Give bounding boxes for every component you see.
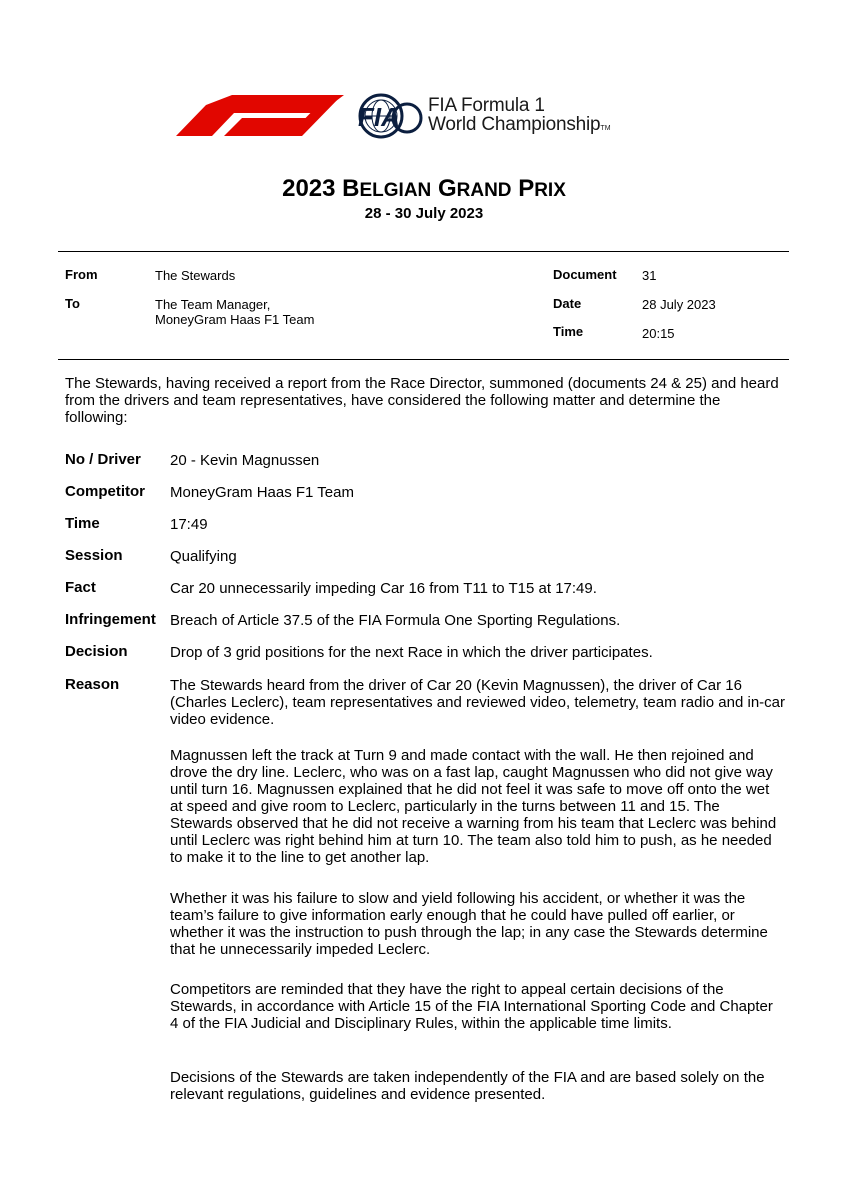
decision-label: Decision: [65, 643, 128, 660]
driver-value: 20 - Kevin Magnussen: [170, 452, 320, 469]
f1-logo: [176, 92, 344, 138]
to-value-line-2: MoneyGram Haas F1 Team: [155, 312, 315, 327]
competitor-label: Competitor: [65, 483, 145, 500]
event-title: 2023 BELGIAN GRAND PRIX: [282, 175, 566, 202]
trademark-mark: TM: [600, 125, 611, 132]
intro-paragraph: The Stewards, having received a report from the Race Director, summoned (documents 24 & 25) and heard from the drivers and team representatives, have considered the following matter and determine the following:: [65, 375, 779, 426]
session-label: Session: [65, 547, 123, 564]
reason-label: Reason: [65, 676, 120, 693]
time-label: Time: [553, 324, 584, 339]
brand-wordmark: [428, 96, 611, 138]
competitor-value: MoneyGram Haas F1 Team: [170, 484, 354, 501]
appeal-notice: Competitors are reminded that they have the right to appeal certain decisions of the Stewards, in accordance with Article 15 of the FIA International Sporting Code and Chapter 4 of the FIA Judicial and Disciplinary Rules, within the applicable time limits.: [170, 981, 773, 1032]
reason-paragraph-3: Whether it was his failure to slow and yield following his accident, or whether it was the team’s failure to give information early enough that he could have pulled off earlier, or whether it was the instruction to push through the lap; in any case the Stewards determine that he unnecessarily impeded Leclerc.: [170, 890, 768, 958]
reason-paragraph-1: The Stewards heard from the driver of Car 20 (Kevin Magnussen), the driver of Car 16 (Charles Leclerc), team representatives and reviewed video, telemetry, team radio and in-car video evidence.: [170, 677, 785, 728]
decision-value: Drop of 3 grid positions for the next Race in which the driver participates.: [170, 644, 653, 661]
incident-time-label: Time: [65, 515, 100, 532]
independence-notice: Decisions of the Stewards are taken independently of the FIA and are based solely on the relevant regulations, guidelines and evidence presented.: [170, 1069, 765, 1103]
date-value: 28 July 2023: [642, 297, 716, 312]
brand-line-2: World ChampionshipTM: [428, 114, 611, 135]
fact-label: Fact: [65, 579, 96, 596]
top-divider: [58, 251, 789, 252]
driver-label: No / Driver: [65, 451, 141, 468]
fia-logo-text: FIA: [358, 102, 400, 132]
infringement-value: Breach of Article 37.5 of the FIA Formula One Sporting Regulations.: [170, 612, 621, 629]
session-value: Qualifying: [170, 548, 237, 565]
to-label: To: [65, 296, 80, 311]
from-label: From: [65, 267, 98, 282]
date-label: Date: [553, 296, 582, 311]
fia-logo: [349, 92, 423, 140]
event-dates: 28 - 30 July 2023: [364, 205, 484, 222]
from-value: The Stewards: [155, 268, 236, 283]
incident-time-value: 17:49: [170, 516, 208, 533]
to-value-line-1: The Team Manager,: [155, 297, 271, 312]
document-value: 31: [642, 268, 657, 283]
document-label: Document: [553, 267, 617, 282]
time-value: 20:15: [642, 326, 675, 341]
bottom-divider: [58, 359, 789, 360]
infringement-label: Infringement: [65, 611, 156, 628]
reason-paragraph-2: Magnussen left the track at Turn 9 and made contact with the wall. He then rejoined and drove the dry line. Leclerc, who was on a fast lap, caught Magnussen who did not give way until turn 16. Magnussen explained that he did not feel it was safe to move off onto the wet at speed and give room to Leclerc, particularly in the turns between 11 and 15. The Stewards observed that he did not receive a warning from his team that Leclerc was behind until Leclerc was right behind him at turn 10. The team also told him to push, as he needed to make it to the line to get another lap.: [170, 747, 777, 866]
brand-line-1: FIA Formula 1: [428, 95, 545, 116]
fact-value: Car 20 unnecessarily impeding Car 16 from T11 to T15 at 17:49.: [170, 580, 597, 597]
